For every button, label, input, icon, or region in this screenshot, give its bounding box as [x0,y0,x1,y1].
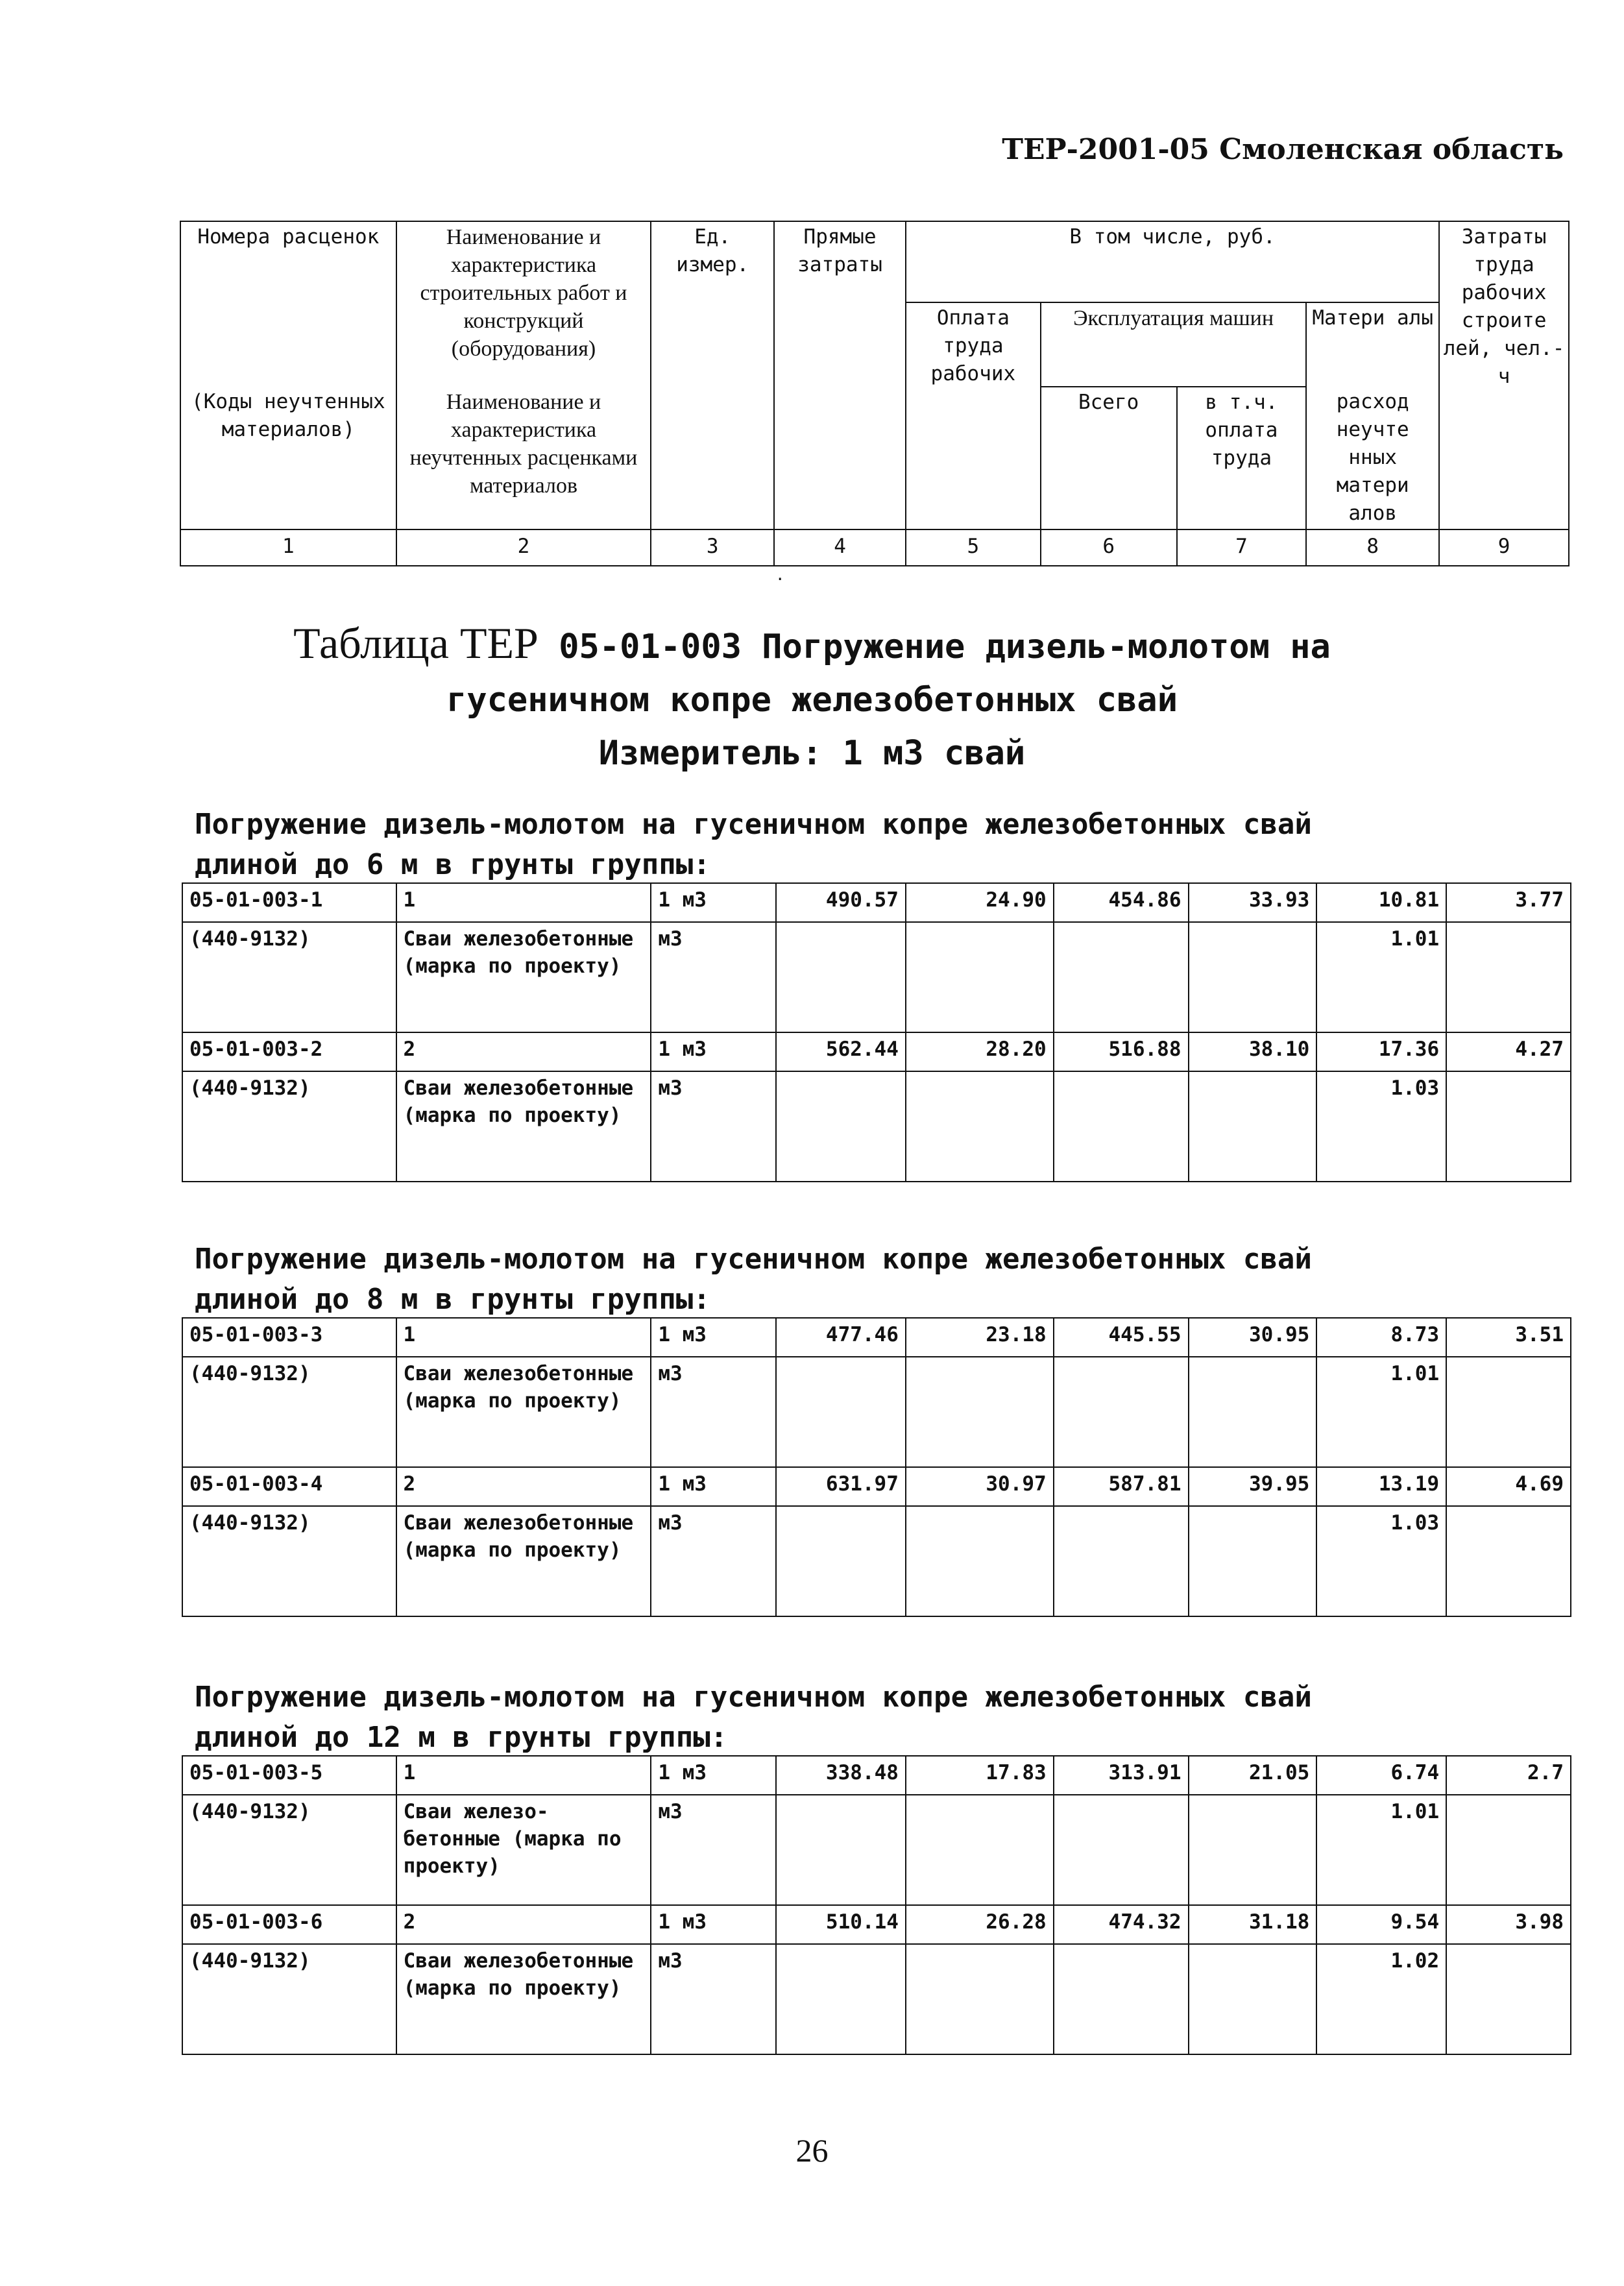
group-caption-line2: длиной до 12 м в грунты группы: [195,1721,728,1754]
table-title-prefix: Таблица ТЕР [293,618,539,668]
cell-materials: 13.19 [1316,1467,1446,1506]
column-index: 4 [774,529,906,566]
cell-machines: 313.91 [1054,1756,1189,1795]
material-row [182,1357,1571,1467]
cell-name: Сваи железобетонные (марка по проекту) [396,1071,651,1182]
cell-materials: 1.01 [1316,1357,1446,1467]
cell-direct: 562.44 [776,1032,906,1071]
cell-name: 2 [396,1905,651,1944]
cell-machines [1054,1795,1189,1905]
cell-materials: 8.73 [1316,1318,1446,1357]
cell-labor: 28.20 [906,1032,1054,1071]
cell-hours: 3.77 [1446,883,1571,922]
column-index: 7 [1177,529,1307,566]
rate-row [182,883,1571,922]
material-row [182,1506,1571,1616]
column-index: 6 [1041,529,1177,566]
rates-table [182,882,1571,1182]
column-index: 8 [1306,529,1439,566]
cell-labor: 17.83 [906,1756,1054,1795]
cell-unit: м3 [651,1795,776,1905]
cell-direct [776,1795,906,1905]
cell-unit: м3 [651,1506,776,1616]
cell-hours [1446,1795,1571,1905]
cell-labor [906,922,1054,1032]
cell-name: Сваи железобетонные (марка по проекту) [396,1357,651,1467]
scan-dot: . [775,566,785,584]
header-material-consumption: расход неучте нных матери алов [1306,387,1439,529]
column-header-table [180,221,1569,566]
rate-row [182,1756,1571,1795]
cell-code: 05-01-003-1 [182,883,396,922]
cell-unit: м3 [651,1071,776,1182]
cell-labor [906,1357,1054,1467]
cell-unit: 1 м3 [651,1905,776,1944]
cell-machines: 454.86 [1054,883,1189,922]
cell-machine-labor [1189,922,1317,1032]
page-header: ТЕР-2001-05 Смоленская область [1002,133,1564,166]
cell-direct: 510.14 [776,1905,906,1944]
rate-row [182,1032,1571,1071]
cell-hours [1446,1944,1571,2054]
group-caption [195,1677,1590,1758]
cell-name: Сваи железобетонные (марка по проекту) [396,922,651,1032]
cell-direct [776,922,906,1032]
cell-code: (440-9132) [182,1944,396,2054]
cell-direct: 338.48 [776,1756,906,1795]
header-direct-costs: Прямые затраты [774,221,906,529]
cell-code: 05-01-003-4 [182,1467,396,1506]
cell-code: (440-9132) [182,1071,396,1182]
cell-materials: 1.01 [1316,922,1446,1032]
cell-code: (440-9132) [182,1357,396,1467]
group-caption-line1: Погружение дизель-молотом на гусеничном копре железобетонных свай [195,1243,1312,1276]
rate-row [182,1318,1571,1357]
header-unit: Ед. измер. [651,221,774,529]
table-title-line1 [0,616,1624,674]
cell-direct [776,1071,906,1182]
cell-code: (440-9132) [182,922,396,1032]
column-index-row [180,529,1569,566]
cell-code: (440-9132) [182,1795,396,1905]
cell-machines [1054,1944,1189,2054]
table-title-line2: гусеничном копре железобетонных свай [446,681,1178,720]
cell-code: 05-01-003-2 [182,1032,396,1071]
cell-hours: 4.27 [1446,1032,1571,1071]
header-rate-numbers: Номера расценок [180,221,396,387]
table-title [0,616,1624,780]
cell-code: (440-9132) [182,1506,396,1616]
cell-machine-labor [1189,1071,1317,1182]
cell-machine-labor [1189,1944,1317,2054]
cell-machines: 516.88 [1054,1032,1189,1071]
cell-direct [776,1357,906,1467]
cell-machine-labor: 38.10 [1189,1032,1317,1071]
cell-machines [1054,1506,1189,1616]
cell-labor [906,1071,1054,1182]
cell-machines [1054,1357,1189,1467]
group-caption-line2: длиной до 8 м в грунты группы: [195,1283,710,1316]
header-machine-operation: Эксплуатация машин [1041,302,1307,387]
cell-materials: 6.74 [1316,1756,1446,1795]
cell-unit: 1 м3 [651,1032,776,1071]
column-index: 2 [396,529,651,566]
cell-machine-labor [1189,1795,1317,1905]
cell-machines [1054,922,1189,1032]
cell-hours: 4.69 [1446,1467,1571,1506]
cell-direct: 490.57 [776,883,906,922]
cell-code: 05-01-003-6 [182,1905,396,1944]
header-including-group: В том числе, руб. [906,221,1439,302]
cell-materials: 10.81 [1316,883,1446,922]
cell-machine-labor [1189,1357,1317,1467]
cell-labor: 30.97 [906,1467,1054,1506]
cell-materials: 1.03 [1316,1071,1446,1182]
group-caption-line1: Погружение дизель-молотом на гусеничном копре железобетонных свай [195,808,1312,841]
column-index: 1 [180,529,396,566]
cell-labor: 26.28 [906,1905,1054,1944]
header-machines-labor: в т.ч. оплата труда [1177,387,1307,529]
cell-hours [1446,1357,1571,1467]
cell-machine-labor: 21.05 [1189,1756,1317,1795]
cell-unit: м3 [651,922,776,1032]
cell-direct: 477.46 [776,1318,906,1357]
header-work-name: Наименование и характеристика строительных работ и конструкций (оборудования) [396,221,651,387]
table-title-code: 05-01-003 Погружение дизель-молотом на [559,627,1331,666]
header-unaccounted-materials: Наименование и характеристика неучтенных расценками материалов [396,387,651,529]
cell-name: Сваи железобетонные (марка по проекту) [396,1944,651,2054]
cell-name: 1 [396,1756,651,1795]
cell-labor [906,1795,1054,1905]
column-index: 5 [906,529,1041,566]
cell-name: 1 [396,883,651,922]
cell-hours [1446,922,1571,1032]
rate-row [182,1905,1571,1944]
cell-name: Сваи железобетонные (марка по проекту) [396,1506,651,1616]
cell-unit: 1 м3 [651,1318,776,1357]
cell-hours: 2.7 [1446,1756,1571,1795]
group-caption-line2: длиной до 6 м в грунты группы: [195,848,710,881]
cell-direct: 631.97 [776,1467,906,1506]
cell-direct [776,1506,906,1616]
cell-hours: 3.51 [1446,1318,1571,1357]
cell-hours: 3.98 [1446,1905,1571,1944]
table-measure: Измеритель: 1 м3 свай [598,734,1026,773]
rates-table [182,1755,1571,2055]
cell-labor [906,1944,1054,2054]
cell-materials: 17.36 [1316,1032,1446,1071]
cell-name: Сваи железо- бетонные (марка по проекту) [396,1795,651,1905]
header-labor-hours: Затраты труда рабочих строите лей, чел.-ч [1439,221,1569,529]
cell-unit: м3 [651,1357,776,1467]
material-row [182,1795,1571,1905]
cell-name: 2 [396,1467,651,1506]
rates-table [182,1317,1571,1617]
cell-machine-labor: 30.95 [1189,1318,1317,1357]
cell-materials: 1.02 [1316,1944,1446,2054]
cell-unit: м3 [651,1944,776,2054]
header-unaccounted-codes: (Коды неучтенных материалов) [180,387,396,529]
cell-machine-labor: 33.93 [1189,883,1317,922]
cell-unit: 1 м3 [651,1467,776,1506]
group-caption [195,1239,1590,1320]
cell-labor: 23.18 [906,1318,1054,1357]
material-row [182,922,1571,1032]
cell-hours [1446,1071,1571,1182]
page-number: 26 [795,2132,829,2169]
column-index: 9 [1439,529,1569,566]
cell-machines: 445.55 [1054,1318,1189,1357]
material-row [182,1071,1571,1182]
cell-name: 1 [396,1318,651,1357]
cell-direct [776,1944,906,2054]
cell-name: 2 [396,1032,651,1071]
cell-unit: 1 м3 [651,883,776,922]
cell-materials: 9.54 [1316,1905,1446,1944]
group-caption-line1: Погружение дизель-молотом на гусеничном копре железобетонных свай [195,1681,1312,1714]
cell-code: 05-01-003-3 [182,1318,396,1357]
cell-machines [1054,1071,1189,1182]
cell-unit: 1 м3 [651,1756,776,1795]
cell-machines: 474.32 [1054,1905,1189,1944]
material-row [182,1944,1571,2054]
cell-materials: 1.01 [1316,1795,1446,1905]
header-worker-pay: Оплата труда рабочих [906,302,1041,529]
cell-code: 05-01-003-5 [182,1756,396,1795]
cell-machine-labor: 31.18 [1189,1905,1317,1944]
header-materials: Матери алы [1306,302,1439,387]
rate-row [182,1467,1571,1506]
group-caption [195,805,1590,885]
cell-hours [1446,1506,1571,1616]
header-machines-total: Всего [1041,387,1177,529]
column-index: 3 [651,529,774,566]
cell-labor: 24.90 [906,883,1054,922]
cell-machines: 587.81 [1054,1467,1189,1506]
cell-materials: 1.03 [1316,1506,1446,1616]
cell-labor [906,1506,1054,1616]
cell-machine-labor [1189,1506,1317,1616]
cell-machine-labor: 39.95 [1189,1467,1317,1506]
